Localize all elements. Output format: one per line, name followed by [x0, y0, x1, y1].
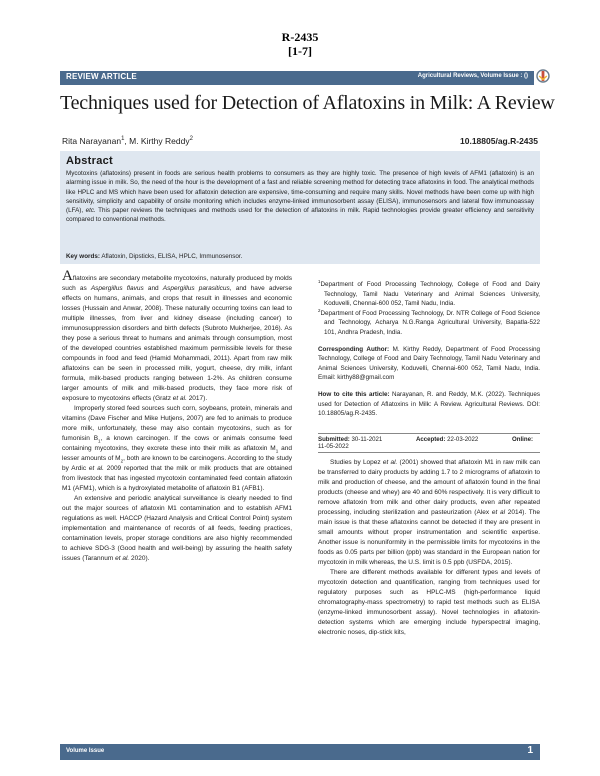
paragraph: Improperly stored feed sources such corn, soybeans, protein, minerals and vitamins (Dave Fischer and Mike Hutjens, 2007) are fed to animals to produce more milk, unfortunately, these may also contain mycotoxins, such as for fumonisin $B_1$, a known carcinogen. If the cows or animals consume feed containing mycotoxins, they excrete these into their milk as aflatoxin $M_1$ and lesser amounts of $M_2$, both are known to be carcinogens. According to the study by Ardic et al. 2009 reported that the milk or milk products that are obtained from livestock that has ingested mycotoxin contaminated feed contain aflatoxin M1 (AFM1), which is a hydroxylated metabolite of aflatoxin B1 (AFB1). [62, 405, 292, 492]
document-id: R-2435 [281, 30, 319, 44]
footer-bar [60, 744, 540, 760]
header-bar [60, 71, 534, 85]
affiliations [318, 280, 540, 338]
body-right-column [318, 458, 540, 638]
page-range: [1-7] [288, 44, 312, 58]
abstract-text: Mycotoxins (aflatoxins) present in foods are serious health problems to consumers as they are highly toxic. The presence of high levels of AFM1 (aflatoxin) is an alarming issue in milk. So, the need of the hour is the development of a fast and reliable screening method for detecting trace aflatoxins in food. The analytical methods like HPLC and MS which have been used for aflatoxin detection are expensive, time-consuming and require many skills. Novel methods have been come up with high sensitivity, simplicity and capability of onsite monitoring which includes enzyme-linked immunosorbent assay (ELISA), immunosensors and lateral flow immunoassay (LFA), etc. This paper reviews the techniques and methods used for the detection of aflatoxins in milk. Rapid technologies provide greater efficiency and sensitivity compared to conventional methods. [66, 170, 535, 224]
paragraph: Studies by Lopez et al. (2001) showed that aflatoxin M1 in raw milk can be transferred to dairy products by adding 1.7 to 2 micrograms of aflatoxin to milk and production of cheese, and the amount of aflatoxin found in the final products (cheese and whey) are 40 and 60% respectively. It is very difficult to remove aflatoxin from milk and other dairy products, even after repeated processing, including sterilization and pasteurization (Alex et al 2014). The main issue is that these aflatoxins cannot be detected if they are present in small amounts without proper instrumentation and scientific expertise. Another issue is nonuniformity in the permissible limits for mycotoxins in the foods as 0.05 parts per billion (ppb) was standard in the European nation for mycotoxin in milk whereas, the U.S. limit is 0.5 ppb (USFDA, 2015). [318, 459, 541, 566]
crossmark-icon[interactable] [536, 68, 550, 86]
online-date: Online: 11-05-2022 [318, 436, 533, 450]
authors: Rita Narayanan$^1$, M. Kirthy Reddy$^2$ [62, 136, 193, 146]
page-number: 1 [527, 745, 533, 756]
corresponding-author: Corresponding Author: M. Kirthy Reddy, Department of Food Processing Technology, College of Food and Dairy Technology, Tamil Nadu Veterinary and Animal Sciences University, Koduvelli, Chennai-600 052, Tamil Nadu, India. Email: kirthy88@gmail.com [318, 345, 541, 382]
citation: How to cite this article: Narayanan, R. and Reddy, M.K. (2022). Techniques used for Detection of Aflatoxins in Milk: A Review. Agricultural Reviews. DOI: 10.18805/ag.R-2435. [318, 390, 540, 418]
article-info [318, 280, 540, 419]
abstract-heading: Abstract [66, 155, 114, 167]
author-name: M. Kirthy Reddy [129, 136, 190, 146]
article-title: Techniques used for Detection of Aflatoxins in Milk: A Review [60, 92, 555, 114]
affiliation-marker: 1 [121, 136, 125, 143]
journal-reference: Agricultural Reviews, Volume Issue : () [417, 73, 528, 79]
doi-link[interactable]: 10.18805/ag.R-2435 [460, 136, 538, 146]
paragraph: Aflatoxins are secondary metabolite mycotoxins, naturally produced by molds such as Aspergillus flavus and Aspergillus parasiticus, and have adverse effects on humans, animals, and crops that result in illnesses and economic losses (Hussain and Anwar, 2008). These naturally occurring toxins can lead to multiple illnesses, from liver and kidney disease (including cancer) to immunosuppression disorders and birth defects (Subroto Mukherjee, 2016). As they pose a serious threat to humans and animals through consumption, most of the developed countries established maximum permissible levels for these compounds in food and feed (Hamid Mohammadi, 2011). Apart from raw milk aflatoxins can be seen in processed milk, yogurt, cheese, dry milk, infant formula, milk-based products ranging between 1-2%. As children consume larger amounts of milk and milk-based products, they face more risk of exposure to mycotoxins effects (Gratz et al. 2017). [62, 268, 292, 402]
keywords [66, 253, 534, 260]
paragraph: An extensive and periodic analytical surveillance is clearly needed to find out the major sources of aflatoxin M1 contamination and to establish AFM1 regulations as well. HACCP (Hazard Analysis and Critical Control Point) system implementation and maintenance of records of all feeds, feeding practices, contamination levels, proper storage conditions are also highly recommended to achieve SDG-3 (Good health and well-being) by assuring the health safety issues (Tarannum et al. 2020). [62, 495, 292, 562]
accepted-date: Accepted: 22-03-2022 [415, 436, 479, 443]
body-left-column [62, 268, 292, 564]
article-dates [318, 433, 540, 453]
drop-cap: A [62, 268, 73, 284]
affiliation: $^1$Department of Food Processing Technology, College of Food and Dairy Technology, Tamil Nadu Veterinary and Animal Sciences University, Koduvelli, Chennai-600 052, Tamil Nadu, India. [318, 278, 540, 308]
submitted-date: Submitted: 30-11-2021 [318, 436, 383, 443]
keywords-list: Aflatoxin, Dipsticks, ELISA, HPLC, Immunosensor. [101, 253, 243, 260]
affiliation: $^2$Department of Food Processing Technology, Dr. NTR College of Food Science and Technology, Acharya N.G.Ranga Agricultural University, Bapatla-522 101, Andhra Pradesh, India. [318, 307, 540, 336]
affiliation-marker: 2 [189, 136, 193, 143]
footer-issue: Volume Issue [66, 748, 105, 754]
keywords-label: Key words: [66, 253, 100, 260]
article-type: REVIEW ARTICLE [66, 72, 137, 81]
paragraph: There are different methods available for different types and levels of mycotoxin detection and quantification, ranging from techniques used for regulatory purposes such as HPLC-MS (high-performance liquid chromatography-mass spectrometry) to rapid test methods such as ELISA (enzyme-linked immunosorbent assay). Novel technologies in aflatoxin-detection systems which are emerging include hyperspectral imaging, electronic noses, dip-stick kits, [318, 569, 540, 636]
author-name: Rita Narayanan [62, 136, 122, 146]
